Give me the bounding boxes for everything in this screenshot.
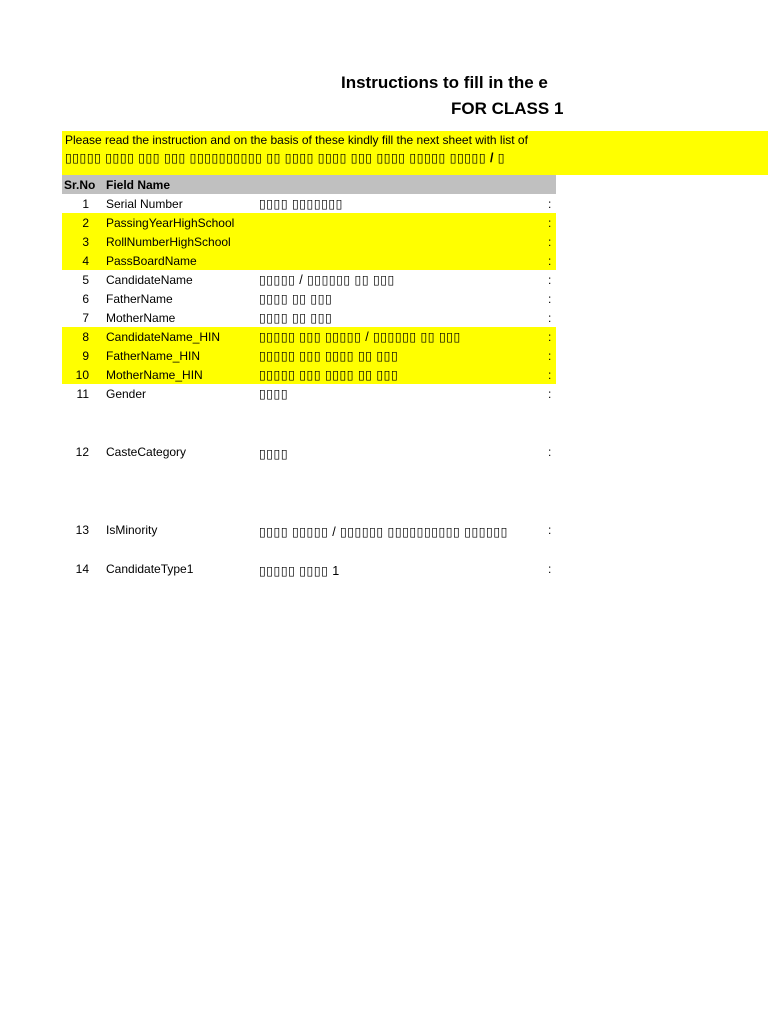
row-field-name: FatherName — [106, 292, 173, 306]
row-number: 11 — [76, 387, 89, 401]
header-sr-no: Sr.No — [64, 178, 96, 192]
row-hindi-label: ▯▯▯▯▯ / ▯▯▯▯▯▯ ▯▯ ▯▯▯ — [259, 273, 395, 287]
row-colon: : — [548, 562, 552, 576]
row-colon: : — [548, 368, 552, 382]
row-hindi-label: ▯▯▯▯▯ ▯▯▯ ▯▯▯▯ ▯▯ ▯▯▯ — [259, 349, 399, 363]
row-number: 3 — [82, 235, 89, 249]
row-hindi-label: ▯▯▯▯▯ ▯▯▯▯ 1 — [259, 564, 340, 578]
row-hindi-label: ▯▯▯▯ ▯▯▯▯▯ / ▯▯▯▯▯▯ ▯▯▯▯▯▯▯▯▯▯ ▯▯▯▯▯▯ — [259, 525, 508, 539]
row-field-name: Gender — [106, 387, 147, 401]
row-field-name: FatherName_HIN — [106, 349, 201, 363]
row-number: 10 — [75, 368, 89, 382]
row-field-name: PassBoardName — [106, 254, 197, 268]
field-table — [62, 175, 556, 578]
row-field-name: CandidateName_HIN — [106, 330, 221, 344]
row-colon: : — [548, 292, 552, 306]
row-field-name: CasteCategory — [106, 445, 187, 459]
row-number: 6 — [82, 292, 89, 306]
table-row[interactable] — [62, 232, 556, 251]
row-colon: : — [548, 311, 552, 325]
instruction-text-english: Please read the instruction and on the basis of these kindly fill the next sheet with list of — [65, 133, 528, 147]
row-number: 8 — [82, 330, 89, 344]
row-colon: : — [548, 197, 552, 211]
table-row[interactable] — [62, 194, 556, 213]
table-row[interactable] — [62, 520, 556, 559]
row-number: 7 — [82, 311, 89, 325]
row-field-name: CandidateName — [106, 273, 193, 287]
row-colon: : — [548, 254, 552, 268]
row-colon: : — [548, 330, 552, 344]
table-row[interactable] — [62, 270, 556, 289]
row-colon: : — [548, 349, 552, 363]
row-hindi-label: ▯▯▯▯ ▯▯ ▯▯▯ — [259, 292, 333, 306]
table-row[interactable] — [62, 559, 556, 578]
table-row[interactable] — [62, 442, 556, 520]
table-row[interactable] — [62, 308, 556, 327]
row-number: 2 — [82, 216, 89, 230]
row-colon: : — [548, 235, 552, 249]
row-field-name: CandidateType1 — [106, 562, 194, 576]
table-row[interactable] — [62, 213, 556, 232]
table-row[interactable] — [62, 384, 556, 442]
row-field-name: Serial Number — [106, 197, 183, 211]
row-field-name: MotherName_HIN — [106, 368, 203, 382]
table-row[interactable] — [62, 346, 556, 365]
page-title: Instructions to fill in the e — [341, 73, 548, 92]
header-field-name: Field Name — [106, 178, 171, 192]
row-colon: : — [548, 273, 552, 287]
table-row[interactable] — [62, 289, 556, 308]
row-number: 1 — [82, 197, 89, 211]
row-hindi-label: ▯▯▯▯ — [259, 447, 289, 461]
row-hindi-label: ▯▯▯▯ ▯▯▯▯▯▯▯ — [259, 197, 343, 211]
row-field-name: PassingYearHighSchool — [106, 216, 235, 230]
table-row[interactable] — [62, 251, 556, 270]
row-number: 13 — [75, 523, 89, 537]
table-row[interactable] — [62, 327, 556, 346]
row-number: 4 — [82, 254, 89, 268]
row-colon: : — [548, 523, 552, 537]
row-hindi-label: ▯▯▯▯ ▯▯ ▯▯▯ — [259, 311, 333, 325]
row-colon: : — [548, 216, 552, 230]
table-header-row — [62, 175, 556, 194]
row-number: 5 — [82, 273, 89, 287]
page-subtitle: FOR CLASS 1 — [451, 99, 564, 118]
row-number: 9 — [82, 349, 89, 363]
instruction-banner — [62, 131, 768, 175]
row-hindi-label: ▯▯▯▯▯ ▯▯▯ ▯▯▯▯▯ / ▯▯▯▯▯▯ ▯▯ ▯▯▯ — [259, 330, 461, 344]
instruction-text-hindi: ▯▯▯▯▯ ▯▯▯▯ ▯▯▯ ▯▯▯ ▯▯▯▯▯▯▯▯▯▯ ▯▯ ▯▯▯▯ ▯▯▯▯ ▯▯▯ ▯▯▯▯ ▯▯▯▯▯ ▯▯▯▯▯ / ▯ — [65, 151, 505, 165]
row-field-name: IsMinority — [106, 523, 158, 537]
row-field-name: RollNumberHighSchool — [106, 235, 231, 249]
row-hindi-label: ▯▯▯▯▯ ▯▯▯ ▯▯▯▯ ▯▯ ▯▯▯ — [259, 368, 399, 382]
table-row[interactable] — [62, 365, 556, 384]
row-hindi-label: ▯▯▯▯ — [259, 387, 289, 401]
row-number: 12 — [75, 445, 89, 459]
row-number: 14 — [75, 562, 89, 576]
row-colon: : — [548, 387, 552, 401]
row-colon: : — [548, 445, 552, 459]
row-field-name: MotherName — [106, 311, 176, 325]
